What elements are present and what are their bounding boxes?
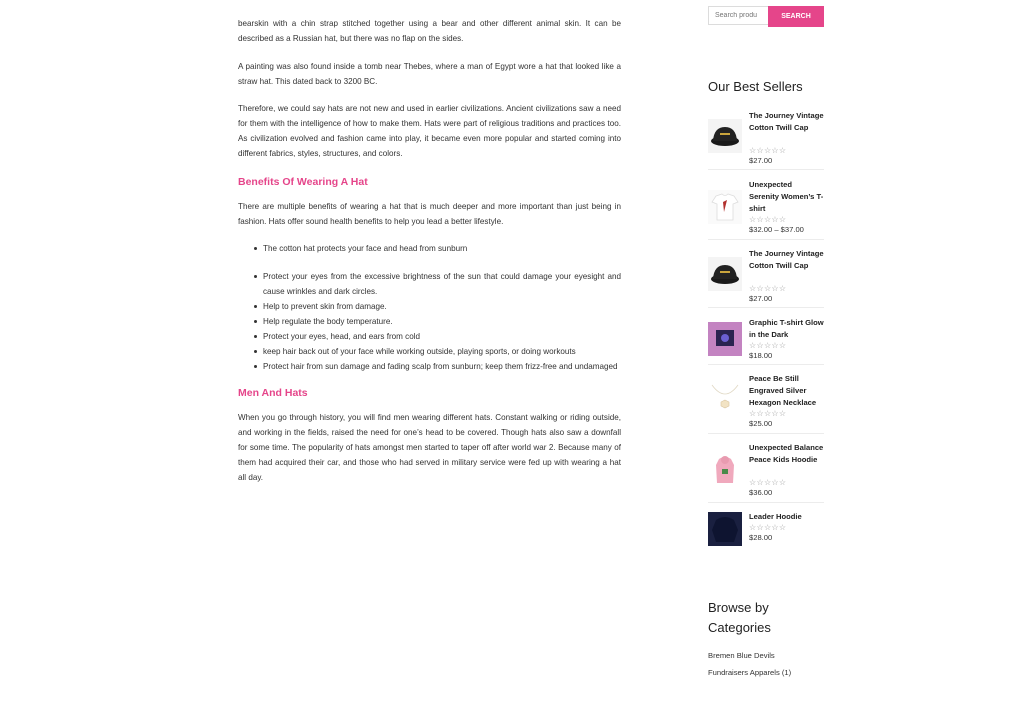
product-item[interactable]: [708, 369, 824, 434]
tshirt-icon[interactable]: [708, 190, 742, 224]
cap-icon[interactable]: [708, 257, 742, 291]
kids-hoodie-icon[interactable]: [708, 453, 742, 487]
search-input[interactable]: [708, 6, 768, 25]
graphic-print-icon[interactable]: [708, 322, 742, 356]
list-item: Help regulate the body temperature.: [263, 314, 621, 329]
hoodie-icon[interactable]: [708, 512, 742, 546]
benefits-list-1: [238, 241, 621, 256]
rating-stars: ☆☆☆☆☆: [749, 523, 787, 532]
list-item: Protect hair from sun damage and fading scalp from sunburn; keep them frizz-free and undamaged: [263, 359, 621, 374]
product-price: $18.00: [749, 351, 773, 360]
product-search-form: [708, 6, 824, 27]
categories-title: Browse by Categories: [708, 600, 771, 635]
article-paragraph: There are multiple benefits of wearing a hat that is much deeper and more important than just being in fashion. Hats offer sound health benefits to help you lead a better lifestyle.: [238, 202, 621, 226]
product-name[interactable]: Leader Hoodie: [749, 512, 802, 521]
product-price: $27.00: [749, 156, 773, 165]
article-paragraph: bearskin with a chin strap stitched together using a bear and other different animal skin. It can be described as a Russian hat, but there was no flap on the sides.: [238, 19, 621, 43]
product-item[interactable]: [708, 244, 824, 308]
product-price: $28.00: [749, 533, 773, 542]
product-name[interactable]: The Journey Vintage Cotton Twill Cap: [749, 249, 824, 270]
list-item: Protect your eyes, head, and ears from cold: [263, 329, 621, 344]
product-name[interactable]: Graphic T-shirt Glow in the Dark: [749, 318, 824, 339]
product-price: $32.00 – $37.00: [749, 225, 804, 234]
product-item[interactable]: [708, 175, 824, 240]
article-paragraph: When you go through history, you will find men wearing different hats. Constant walking or riding outside, and working in the fields, raised the need for one’s head to be covered. Though hats also saw a downfall for some time. The popularity of hats amongst men started to taper off after world war 2. Because many of them had acquired their car, and those who had served in military service were fed up with wearing a hat all day.: [238, 413, 621, 482]
benefits-list-2: [238, 269, 621, 374]
product-name[interactable]: Unexpected Serenity Women’s T-shirt: [749, 180, 824, 213]
product-item[interactable]: [708, 313, 824, 365]
product-name[interactable]: Peace Be Still Engraved Silver Hexagon Necklace: [749, 374, 817, 407]
rating-stars: ☆☆☆☆☆: [749, 215, 787, 224]
category-link-fundraisers-apparels[interactable]: Fundraisers Apparels (1): [708, 668, 792, 677]
section-heading-benefits: Benefits Of Wearing A Hat: [238, 176, 368, 188]
section-heading-men-and-hats: Men And Hats: [238, 387, 308, 399]
product-price: $25.00: [749, 419, 773, 428]
rating-stars: ☆☆☆☆☆: [749, 146, 787, 155]
search-button[interactable]: SEARCH: [768, 6, 824, 27]
list-item: Protect your eyes from the excessive brightness of the sun that could damage your eyesight and cause wrinkles and dark circles.: [263, 269, 621, 299]
product-name[interactable]: Unexpected Balance Peace Kids Hoodie: [749, 443, 824, 464]
product-price: $36.00: [749, 488, 773, 497]
rating-stars: ☆☆☆☆☆: [749, 284, 787, 293]
product-item[interactable]: [708, 438, 824, 503]
product-item[interactable]: [708, 106, 824, 170]
product-name[interactable]: The Journey Vintage Cotton Twill Cap: [749, 111, 824, 132]
list-item: Help to prevent skin from damage.: [263, 299, 621, 314]
list-item: keep hair back out of your face while working outside, playing sports, or doing workouts: [263, 344, 621, 359]
category-link-bremen-blue-devils[interactable]: Bremen Blue Devils: [708, 651, 775, 660]
rating-stars: ☆☆☆☆☆: [749, 478, 787, 487]
rating-stars: ☆☆☆☆☆: [749, 409, 787, 418]
product-item[interactable]: [708, 507, 824, 547]
necklace-icon[interactable]: [708, 381, 742, 415]
rating-stars: ☆☆☆☆☆: [749, 341, 787, 350]
cap-icon[interactable]: [708, 119, 742, 153]
product-price: $27.00: [749, 294, 773, 303]
best-sellers-title: Our Best Sellers: [708, 79, 803, 94]
article-paragraph: A painting was also found inside a tomb near Thebes, where a man of Egypt wore a hat that looked like a straw hat. This dated back to 3200 BC.: [238, 62, 621, 86]
list-item: The cotton hat protects your face and head from sunburn: [263, 241, 621, 256]
article-paragraph: Therefore, we could say hats are not new and used in earlier civilizations. Ancient civilizations saw a need for them with the intelligence of how to make them. Hats were part of religious traditions and practices too. As civilization evolved and fashion came into play, it became even more popular and started coming into different fabrics, styles, structures, and colors.: [238, 104, 621, 158]
